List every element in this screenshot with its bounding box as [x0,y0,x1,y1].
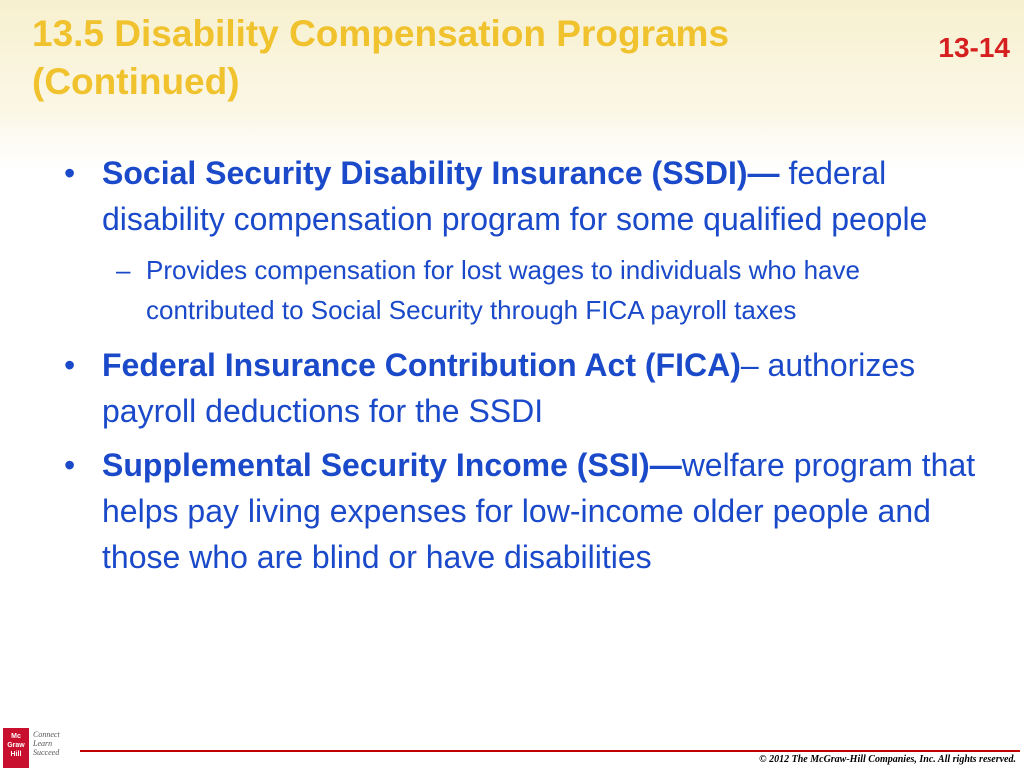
bullet-separator: – [740,347,759,383]
footer-divider [80,750,1020,752]
bullet-dot-icon: • [64,347,76,383]
title-line-2: (Continued) [32,61,240,102]
logo-tagline: Connect Learn Succeed [33,730,60,757]
bullet-term: Supplemental Security Income (SSI)— [102,447,682,483]
bullet-description: federal disability compensation program for some qualified people [102,155,928,237]
bullet-dot-icon: • [64,447,76,483]
logo-mark: Mc Graw Hill [3,728,29,768]
bullet-ssi [58,442,988,580]
bullet-list [58,150,988,588]
mcgraw-hill-logo [3,728,77,768]
bullet-dot-icon: • [64,155,76,191]
bullet-fica [58,342,988,434]
bullet-description: authorizes payroll deductions for the SSDI [102,347,916,429]
slide-title [32,10,912,106]
bullet-description: welfare program that helps pay living expenses for low-income older people and those who are blind or have disabilities [102,447,976,575]
subbullet-text: Provides compensation for lost wages to individuals who have contributed to Social Security through FICA payroll taxes [146,255,860,325]
dash-icon: – [116,255,131,285]
bullet-term: Federal Insurance Contribution Act (FICA) [102,347,741,383]
copyright-text: © 2012 The McGraw-Hill Companies, Inc. All rights reserved. [759,754,1016,765]
subbullet-ssdi-wages [58,250,988,330]
title-line-1: 13.5 Disability Compensation Programs [32,13,730,54]
bullet-ssdi [58,150,988,242]
slide-number: 13-14 [938,32,1010,63]
bullet-term: Social Security Disability Insurance (SSDI)— [102,155,780,191]
